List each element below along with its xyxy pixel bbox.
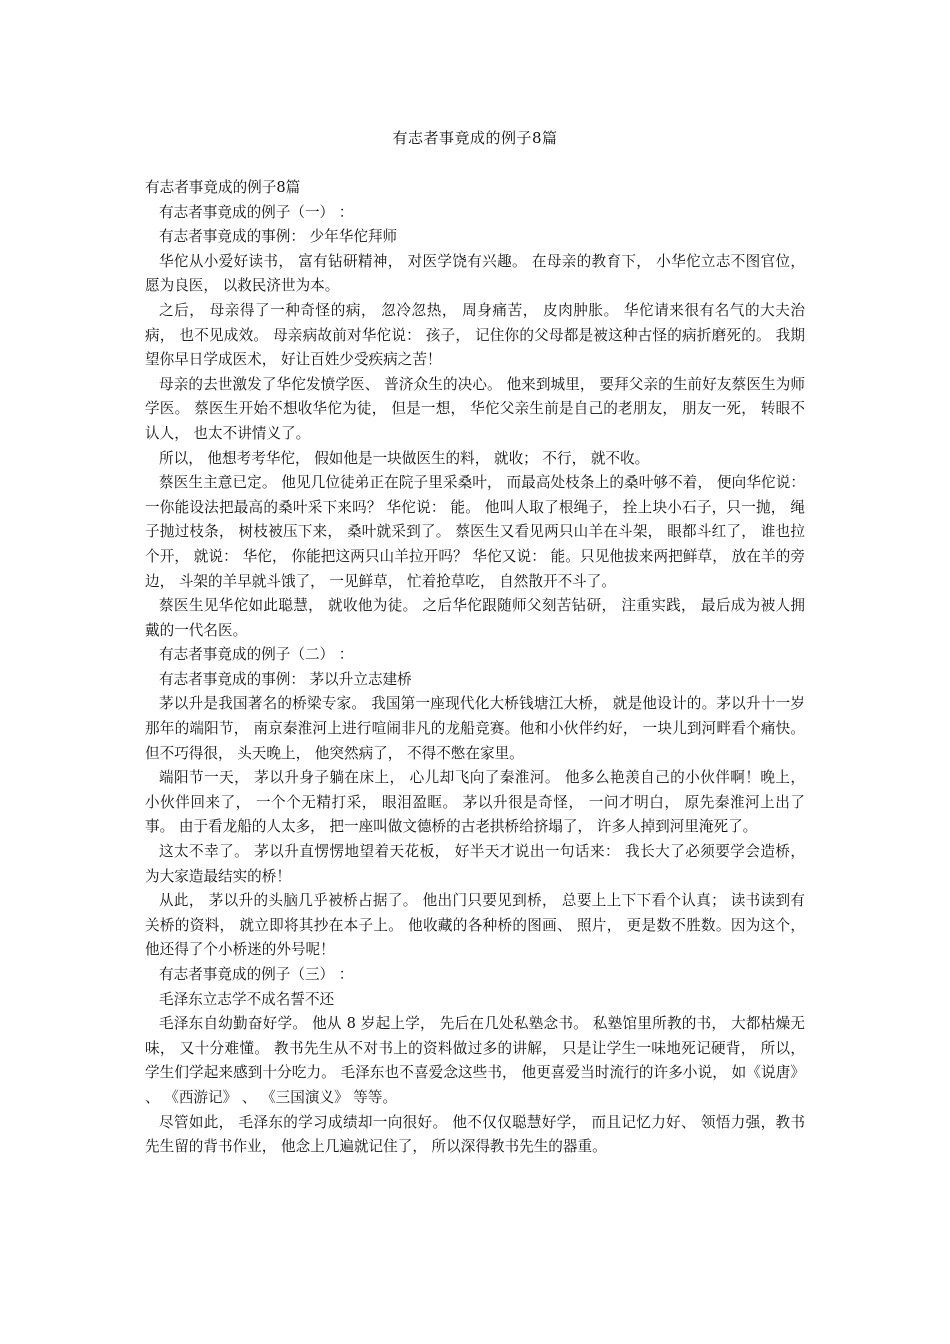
paragraph: 这太不幸了。 茅以升直愣愣地望着天花板， 好半天才说出一句话来： 我长大了必须要学会造桥， 为大家造最结实的桥！ [145,843,805,885]
section-heading: 有志者事竟成的事例： 茅以升立志建桥 [159,670,412,688]
paragraph: 母亲的去世激发了华佗发愤学医、 普济众生的决心。 他来到城里， 要拜父亲的生前好友蔡医生为师学医。 蔡医生开始不想收华佗为徒， 但是一想， 华佗父亲生前是自己的老朋友， 朋友一死， 转眼不认人， 也太不讲情义了。 [145,375,805,442]
paragraph: 之后， 母亲得了一种奇怪的病， 忽冷忽热， 周身痛苦， 皮肉肿胀。 华佗请来很有名气的大夫治病， 也不见成效。 母亲病故前对华佗说： 孩子， 记住你的父母都是被这种古怪的病折磨死的。 我期望你早日学成医术， 好让百姓少受疾病之苦！ [145,301,805,369]
paragraph: 茅以升是我国著名的桥梁专家。 我国第一座现代化大桥钱塘江大桥， 就是他设计的。茅以升十一岁那年的端阳节， 南京秦淮河上进行喧闹非凡的龙船竞赛。他和小伙伴约好， 一块儿到河畔看个痛快。 但不巧得很， 头天晚上， 他突然病了， 不得不憋在家里。 [145,695,805,762]
section-heading: 有志者事竟成的例子（一） ： [159,203,354,221]
document-body [145,176,805,1160]
paragraph: 华佗从小爱好读书， 富有钻研精神， 对医学饶有兴趣。 在母亲的教育下， 小华佗立志不图官位， 愿为良医， 以救民济世为本。 [145,252,805,295]
section-heading: 有志者事竟成的例子（二） ： [159,646,354,664]
section-heading: 毛泽东立志学不成名誓不还 [159,990,335,1008]
paragraph: 蔡医生见华佗如此聪慧， 就收他为徒。 之后华佗跟随师父刻苦钻研， 注重实践， 最后成为被人拥戴的一代名医。 [145,597,805,639]
section-heading: 有志者事竟成的事例： 少年华佗拜师 [159,228,398,246]
paragraph: 所以， 他想考考华佗， 假如他是一块做医生的料， 就收； 不行， 就不收。 [159,449,650,467]
paragraph: 蔡医生主意已定。 他见几位徒弟正在院子里采桑叶， 而最高处枝条上的桑叶够不着， 便向华佗说： 一你能设法把最高的桑叶采下来吗？ 华佗说： 能。 他叫人取了根绳子， 拴上块小石子，只一抛， 绳子抛过枝条， 树枝被压下来， 桑叶就采到了。 蔡医生又看见两只山羊在斗架， 眼都斗红了， 谁也拉个开， 就说： 华佗， 你能把这两只山羊拉开吗？ 华佗又说： 能。只见他拔来两把鲜草， 放在羊的旁边， 斗架的羊早就斗饿了， 一见鲜草， 忙着抢草吃， 自然散开不斗了。 [145,474,805,590]
paragraph: 毛泽东自幼勤奋好学。 他从 8 岁起上学， 先后在几处私塾念书。 私塾馆里所教的书， 大都枯燥无味， 又十分难懂。 教书先生从不对书上的资料做过多的讲解， 只是让学生一味地死记硬背， 所以， 学生们学起来感到十分吃力。 毛泽东也不喜爱念这些书， 他更喜爱当时流行的许多小说， 如《说唐》 、 《西游记》 、 《三国演义》 等等。 [145,1015,805,1106]
paragraph: 尽管如此， 毛泽东的学习成绩却一向很好。 他不仅仅聪慧好学， 而且记忆力好、 领悟力强，教书先生留的背书作业， 他念上几遍就记住了， 所以深得教书先生的器重。 [145,1113,805,1156]
paragraph: 从此， 茅以升的头脑几乎被桥占据了。 他出门只要见到桥， 总要上上下下看个认真； 读书读到有关桥的资料， 就立即将其抄在本子上。 他收藏的各种桥的图画、 照片， 更是数不胜数。因为这个， 他还得了个小桥迷的外号呢！ [145,892,805,959]
section-heading: 有志者事竟成的例子（三） ： [159,966,354,983]
document-subtitle: 有志者事竟成的例子8篇 [145,179,301,196]
document-title: 有志者事竟成的例子8篇 [392,129,558,147]
paragraph: 端阳节一天， 茅以升身子躺在床上， 心儿却飞向了秦淮河。 他多么艳羡自己的小伙伴啊！晚上， 小伙伴回来了， 一个个无精打采， 眼泪盈眶。 茅以升很是奇怪， 一问才明白， 原先秦淮河上出了事。 由于看龙船的人太多， 把一座叫做文德桥的古老拱桥给挤塌了， 许多人掉到河里淹死了。 [145,769,805,836]
